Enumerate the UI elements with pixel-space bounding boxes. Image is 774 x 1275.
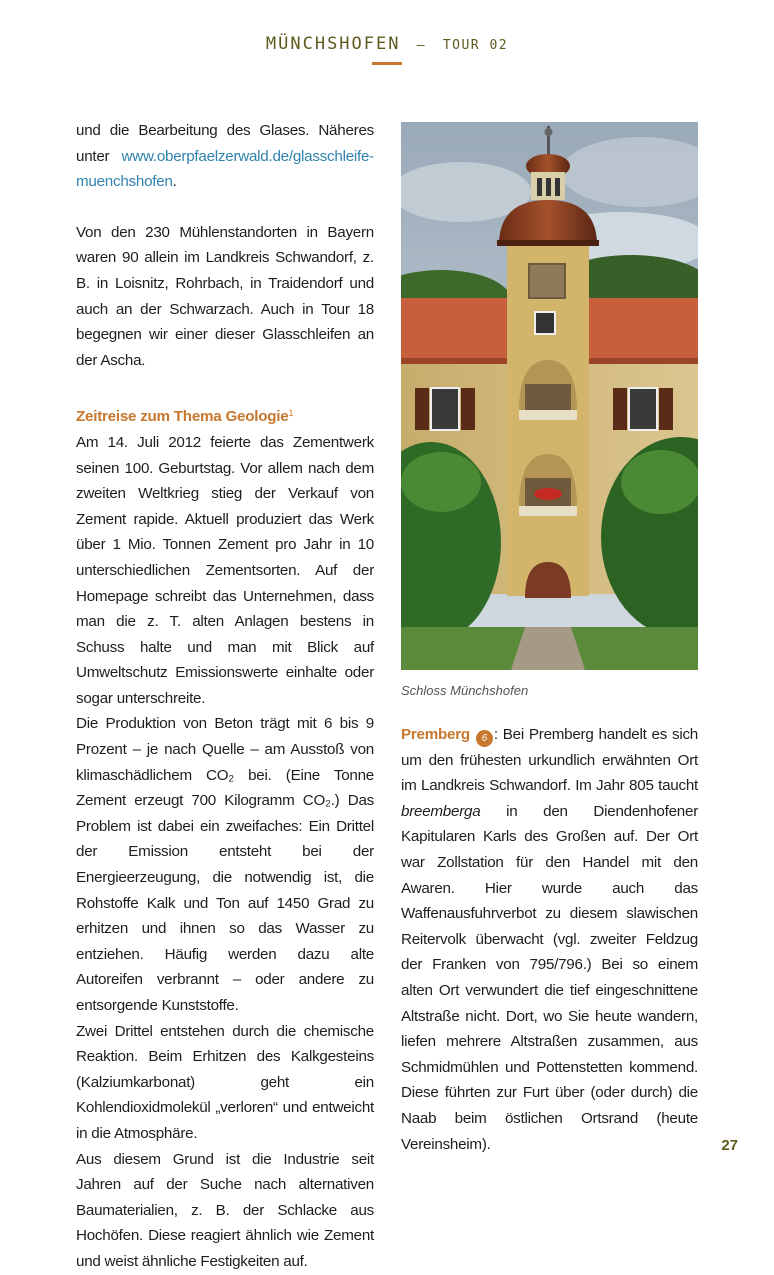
castle-illustration	[401, 122, 698, 670]
paragraph-gap	[76, 195, 374, 220]
header-title: MÜNCHSHOFEN	[265, 34, 401, 54]
right-column	[401, 722, 698, 1157]
section-heading	[76, 404, 374, 430]
footnote-marker: 1	[288, 408, 294, 419]
premberg-keyword: Premberg	[401, 726, 470, 743]
left-column	[76, 118, 374, 1275]
header-title-line	[0, 34, 774, 54]
heading-text: Zeitreise zum Thema Geologie	[76, 408, 289, 426]
paragraph-punct: .	[172, 173, 177, 191]
map-marker-badge: 6	[476, 730, 493, 747]
paragraph-glass	[76, 118, 374, 195]
header-separator: –	[416, 38, 427, 53]
paragraph-co2: Die Produktion von Beton trägt mit 6 bis 9 Prozent – je nach Quelle – am Ausstoß von klimaschädlichem CO₂ bei. (Eine Tonne Zement erzeugt 700 Kilogramm CO₂.) Das Problem ist dabei ein zweifaches: Ein Drittel der Emission entsteht bei der Energieerzeugung, die notwendig ist, die Rohstoffe Kalk und Ton auf 1450 Grad zu erhitzen und ihnen so das Wasser zu entziehen. Häufig werden dazu alte Autoreifen verbrannt – oder andere zu entsorgende Kunststoffe.	[76, 715, 374, 1014]
paragraph-text: und die Bearbeitung des Glases. Näheres unter	[76, 122, 374, 165]
header-rule	[372, 62, 402, 65]
paragraph-gap	[76, 373, 374, 398]
running-header	[0, 34, 774, 65]
paragraph-cement-anniversary: Am 14. Juli 2012 feierte das Zementwerk seinen 100. Geburtstag. Vor allem nach dem zweiten Weltkrieg stieg der Verkauf von Zement rapide. Aktuell produziert das Werk über 1 Mio. Tonnen Zement pro Jahr in 10 unterschiedlichen Zementsorten. Auf der Homepage schreibt das Unternehmen, dass man die z. T. alten Anlagen bestens in Schuss halte und man mit Blick auf Umweltschutz Emissionswerte einhalte oder sogar unterschreite.	[76, 433, 374, 707]
premberg-italic: breemberga	[401, 802, 481, 820]
premberg-text-end: in den Diendenhofener Kapitularen Karls des Großen auf. Der Ort war Zollstation für den Handel mit den Awaren. Hier wurde auch das Waffenausfuhrverbot zu diesem slawischen Reitervolk überwacht (vgl. zweiter Feldzug der Franken von 795/796.) Bei so einem alten Ort verwundert die tief eingeschnittene Altstraße nicht. Dort, wo Sie heute wandern, liefen mehrere Altstraßen zusammen, aus Schmidmühlen und Pottenstetten kommend. Diese führten zur Furt über (oder durch) die Naab beim östlichen Ortsrand (heute Vereinsheim).	[401, 802, 698, 1153]
photo-caption: Schloss Münchshofen	[401, 683, 529, 698]
paragraph-premberg	[401, 722, 698, 1157]
header-subtitle: TOUR 02	[442, 38, 509, 53]
glasschleife-link[interactable]: www.oberpfaelzerwald.de/glasschleife-muenchshofen	[76, 147, 374, 191]
castle-photo	[401, 122, 698, 670]
paragraph-alternatives: Aus diesem Grund ist die Industrie seit Jahren auf der Suche nach alternativen Baumaterialien, z. B. der Schlacke aus Hochöfen. Diese reagiert ähnlich wie Zement und weist ähnliche Festigkeiten auf.	[76, 1150, 374, 1270]
paragraph-chemical-reaction: Zwei Drittel entstehen durch die chemische Reaktion. Beim Erhitzen des Kalkgesteins (Kalziumkarbonat) geht ein Kohlendioxidmolekül „verloren“ und entweicht in die Atmosphäre.	[76, 1022, 374, 1142]
premberg-text-start: : Bei Premberg handelt es sich um den frühesten urkundlich erwähnten Ort im Landkreis Schwandorf. Im Jahr 805 taucht	[401, 726, 698, 795]
page-number: 27	[721, 1137, 738, 1154]
paragraph-mills: Von den 230 Mühlenstandorten in Bayern waren 90 allein im Landkreis Schwandorf, z. B. in Loisnitz, Rohrbach, in Traidendorf und auch an der Schwarzach. Auch in Tour 18 begegnen wir einer dieser Glasschleifen an der Ascha.	[76, 223, 374, 369]
